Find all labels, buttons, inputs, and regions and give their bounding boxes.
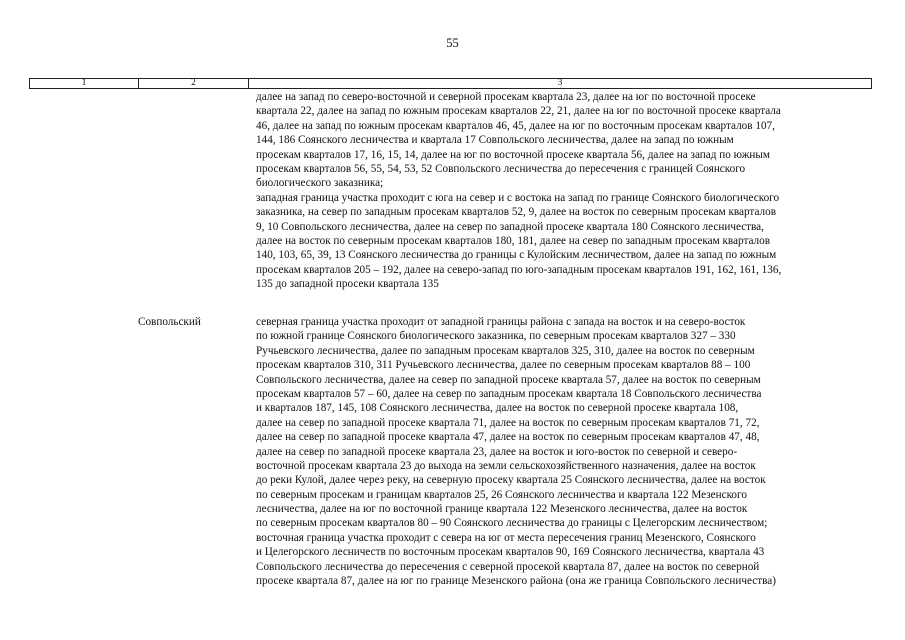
text-line: просеке квартала 87, далее на юг по границе Мезенского района (она же граница Совпольского лесничества) [256,575,776,588]
text-line: Совпольского лесничества до пересечения с северной просекой квартала 87, далее на восток по северной [256,560,760,573]
column-2-header: 2 [138,79,248,88]
text-line: далее на восток по северным просекам кварталов 180, 181, далее на север по западным просекам кварталов [256,234,770,247]
text-line: просекам кварталов 57 – 60, далее на север по западным просекам квартала 18 Совпольского лесничества [256,387,762,400]
text-line: 144, 186 Соянского лесничества и квартала 17 Совпольского лесничества, далее на запад по южным [256,134,734,147]
text-line: заказника, на север по западным просекам кварталов 52, 9, далее на восток по северным просекам кварталов [256,206,776,219]
text-line: западная граница участка проходит с юга на север и с востока на запад по границе Соянского биологического [256,191,780,204]
text-line: далее на запад по северо-восточной и северной просекам квартала 23, далее на юг по восточной просеке [256,91,756,103]
text-line: далее на север по западной просеке квартала 47, далее на восток по северным просекам кварталов 47, 48, [256,431,760,444]
text-line: восточная граница участка проходит с севера на юг от места пересечения границ Мезенского, Соянского [256,531,756,544]
page-number: 55 [446,36,459,50]
text-line: просекам кварталов 310, 311 Ручьевского лесничества, далее по северным просекам кварталов 88 – 100 [256,359,751,372]
table-header-row [29,78,872,89]
text-line: и Целегорского лесничеств по восточным просекам кварталов 90, 169 Соянского лесничества, квартала 43 [256,546,765,559]
text-line: до реки Кулой, далее через реку, на северную просеку квартала 25 Соянского лесничества, далее на восток [256,474,766,487]
text-line: по южной границе Соянского биологического заказника, по северным просекам кварталов 327 – 330 [256,330,736,343]
text-line: просекам кварталов 17, 16, 15, 14, далее на юг по восточной просеке квартала 56, далее на запад по южным [256,148,771,161]
text-line: Ручьевского лесничества, далее по западным просекам кварталов 325, 310, далее на восток по северным [256,344,755,357]
column-1-header: 1 [81,78,87,88]
column-3-header: 3 [248,79,871,88]
text-line: далее на север по западной просеке квартала 23, далее на восток и юго-восток по северной и северо- [256,445,738,458]
text-line: просекам кварталов 56, 55, 54, 53, 52 Совпольского лесничества до пересечения с границей Соянского [256,162,746,175]
text-line: 46, далее на запад по южным просекам кварталов 46, 45, далее на юг по восточным просекам кварталов 107, [256,119,775,132]
text-line: по северным просекам кварталов 80 – 90 Соянского лесничества до границы с Целегорским лесничеством; [256,517,768,530]
text-line: квартала 22, далее на запад по южным просекам кварталов 22, 21, далее на юг по восточной просеке квартала [256,105,781,118]
district-name: Совпольский [138,316,201,328]
text-line: 140, 103, 65, 39, 13 Соянского лесничества до границы с Кулойским лесничеством, далее на запад по южным [256,249,777,262]
text-line: далее на север по западной просеке квартала 71, далее на восток по северным просекам кварталов 71, 72, [256,416,760,429]
boundary-description [256,90,876,291]
text-line: по северным просекам и границам кварталов 25, 26 Соянского лесничества и квартала 122 Мезенского [256,488,747,501]
text-line: 135 до западной просеки квартала 135 [256,278,439,291]
text-line: 9, 10 Совпольского лесничества, далее на север по западной просеке квартала 180 Соянского лесничества, [256,220,764,233]
text-line: биологического заказника; [256,177,384,190]
text-line: восточной просекам квартала 23 до выхода на земли сельскохозяйственного назначения, далее на восток [256,459,756,472]
text-line: просекам кварталов 205 – 192, далее на северо-запад по юго-западным просекам кварталов 191, 162, 161, 136, [256,263,782,276]
text-line: северная граница участка проходит от западной границы района с запада на восток и на северо-восток [256,316,746,328]
text-line: лесничества, далее на юг по восточной границе квартала 122 Мезенского лесничества, далее на восток [256,503,748,516]
boundary-description [256,315,876,588]
text-line: Совпольского лесничества, далее на север по западной просеке квартала 57, далее на восток по северным [256,373,761,386]
text-line: и кварталов 187, 145, 108 Соянского лесничества, далее на восток по северной просеке квартала 108, [256,402,739,415]
